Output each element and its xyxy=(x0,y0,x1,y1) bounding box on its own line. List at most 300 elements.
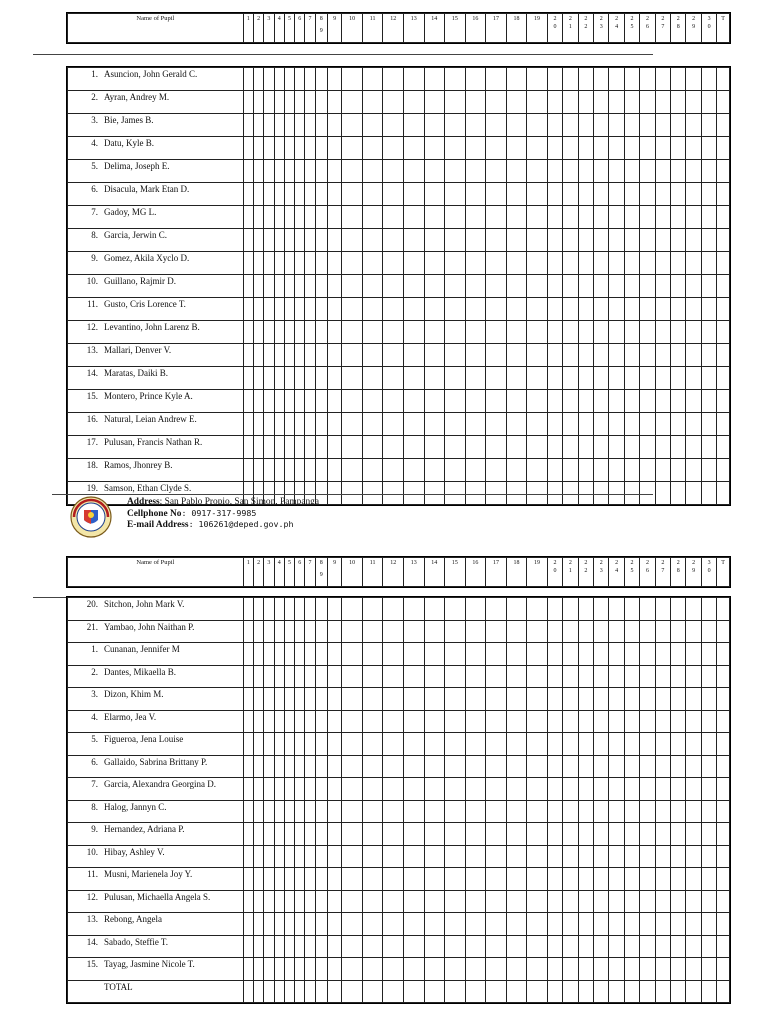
attendance-cell[interactable] xyxy=(547,778,562,801)
attendance-cell[interactable] xyxy=(563,252,578,275)
attendance-cell[interactable] xyxy=(527,275,548,298)
attendance-cell[interactable] xyxy=(362,733,383,756)
attendance-cell[interactable] xyxy=(717,620,730,643)
attendance-cell[interactable] xyxy=(465,206,486,229)
attendance-cell[interactable] xyxy=(640,935,655,958)
attendance-cell[interactable] xyxy=(465,958,486,981)
attendance-cell[interactable] xyxy=(254,733,264,756)
attendance-cell[interactable] xyxy=(717,665,730,688)
attendance-cell[interactable] xyxy=(424,980,445,1003)
attendance-cell[interactable] xyxy=(527,436,548,459)
attendance-cell[interactable] xyxy=(243,778,253,801)
attendance-cell[interactable] xyxy=(686,114,701,137)
attendance-cell[interactable] xyxy=(609,823,624,846)
attendance-cell[interactable] xyxy=(486,436,507,459)
attendance-cell[interactable] xyxy=(274,390,284,413)
attendance-cell[interactable] xyxy=(274,643,284,666)
attendance-cell[interactable] xyxy=(527,823,548,846)
attendance-cell[interactable] xyxy=(383,459,404,482)
attendance-cell[interactable] xyxy=(578,436,593,459)
attendance-cell[interactable] xyxy=(424,598,445,621)
attendance-cell[interactable] xyxy=(465,114,486,137)
attendance-cell[interactable] xyxy=(686,755,701,778)
attendance-cell[interactable] xyxy=(527,137,548,160)
attendance-cell[interactable] xyxy=(486,275,507,298)
attendance-cell[interactable] xyxy=(717,91,730,114)
attendance-cell[interactable] xyxy=(284,665,294,688)
attendance-cell[interactable] xyxy=(445,688,466,711)
attendance-cell[interactable] xyxy=(655,913,670,936)
attendance-cell[interactable] xyxy=(527,459,548,482)
attendance-cell[interactable] xyxy=(686,68,701,91)
attendance-cell[interactable] xyxy=(295,778,305,801)
attendance-cell[interactable] xyxy=(243,620,253,643)
attendance-cell[interactable] xyxy=(624,114,639,137)
attendance-cell[interactable] xyxy=(717,823,730,846)
attendance-cell[interactable] xyxy=(594,344,609,367)
attendance-cell[interactable] xyxy=(506,298,527,321)
attendance-cell[interactable] xyxy=(264,137,274,160)
attendance-cell[interactable] xyxy=(527,114,548,137)
attendance-cell[interactable] xyxy=(717,778,730,801)
attendance-cell[interactable] xyxy=(383,252,404,275)
attendance-cell[interactable] xyxy=(609,733,624,756)
attendance-cell[interactable] xyxy=(327,868,341,891)
attendance-cell[interactable] xyxy=(243,958,253,981)
attendance-cell[interactable] xyxy=(486,137,507,160)
attendance-cell[interactable] xyxy=(403,958,424,981)
attendance-cell[interactable] xyxy=(578,367,593,390)
attendance-cell[interactable] xyxy=(609,845,624,868)
attendance-cell[interactable] xyxy=(403,935,424,958)
attendance-cell[interactable] xyxy=(274,598,284,621)
attendance-cell[interactable] xyxy=(506,733,527,756)
attendance-cell[interactable] xyxy=(445,620,466,643)
attendance-cell[interactable] xyxy=(547,643,562,666)
attendance-cell[interactable] xyxy=(243,688,253,711)
attendance-cell[interactable] xyxy=(254,665,264,688)
attendance-cell[interactable] xyxy=(609,980,624,1003)
attendance-cell[interactable] xyxy=(327,643,341,666)
attendance-cell[interactable] xyxy=(686,620,701,643)
attendance-cell[interactable] xyxy=(403,321,424,344)
attendance-cell[interactable] xyxy=(506,344,527,367)
attendance-cell[interactable] xyxy=(305,980,315,1003)
attendance-cell[interactable] xyxy=(547,459,562,482)
attendance-cell[interactable] xyxy=(403,206,424,229)
attendance-cell[interactable] xyxy=(254,598,264,621)
attendance-cell[interactable] xyxy=(717,845,730,868)
attendance-cell[interactable] xyxy=(547,68,562,91)
attendance-cell[interactable] xyxy=(305,823,315,846)
attendance-cell[interactable] xyxy=(264,68,274,91)
attendance-cell[interactable] xyxy=(671,390,686,413)
attendance-cell[interactable] xyxy=(243,935,253,958)
attendance-cell[interactable] xyxy=(640,710,655,733)
attendance-cell[interactable] xyxy=(486,823,507,846)
attendance-cell[interactable] xyxy=(327,800,341,823)
attendance-cell[interactable] xyxy=(686,958,701,981)
attendance-cell[interactable] xyxy=(594,252,609,275)
attendance-cell[interactable] xyxy=(671,160,686,183)
attendance-cell[interactable] xyxy=(264,598,274,621)
attendance-cell[interactable] xyxy=(465,413,486,436)
attendance-cell[interactable] xyxy=(295,980,305,1003)
attendance-cell[interactable] xyxy=(527,482,548,505)
attendance-cell[interactable] xyxy=(383,482,404,505)
attendance-cell[interactable] xyxy=(284,598,294,621)
attendance-cell[interactable] xyxy=(264,390,274,413)
attendance-cell[interactable] xyxy=(403,890,424,913)
attendance-cell[interactable] xyxy=(403,733,424,756)
attendance-cell[interactable] xyxy=(403,778,424,801)
attendance-cell[interactable] xyxy=(686,344,701,367)
attendance-cell[interactable] xyxy=(640,206,655,229)
attendance-cell[interactable] xyxy=(424,958,445,981)
attendance-cell[interactable] xyxy=(254,229,264,252)
attendance-cell[interactable] xyxy=(624,68,639,91)
attendance-cell[interactable] xyxy=(284,643,294,666)
attendance-cell[interactable] xyxy=(342,665,363,688)
attendance-cell[interactable] xyxy=(547,935,562,958)
attendance-cell[interactable] xyxy=(686,800,701,823)
attendance-cell[interactable] xyxy=(295,913,305,936)
attendance-cell[interactable] xyxy=(445,665,466,688)
attendance-cell[interactable] xyxy=(563,206,578,229)
attendance-cell[interactable] xyxy=(254,845,264,868)
attendance-cell[interactable] xyxy=(274,733,284,756)
attendance-cell[interactable] xyxy=(655,114,670,137)
attendance-cell[interactable] xyxy=(717,958,730,981)
attendance-cell[interactable] xyxy=(284,68,294,91)
attendance-cell[interactable] xyxy=(563,114,578,137)
attendance-cell[interactable] xyxy=(362,755,383,778)
attendance-cell[interactable] xyxy=(445,845,466,868)
attendance-cell[interactable] xyxy=(305,137,315,160)
attendance-cell[interactable] xyxy=(445,935,466,958)
attendance-cell[interactable] xyxy=(701,183,716,206)
attendance-cell[interactable] xyxy=(655,845,670,868)
attendance-cell[interactable] xyxy=(264,114,274,137)
attendance-cell[interactable] xyxy=(563,183,578,206)
attendance-cell[interactable] xyxy=(403,459,424,482)
attendance-cell[interactable] xyxy=(609,688,624,711)
attendance-cell[interactable] xyxy=(547,868,562,891)
attendance-cell[interactable] xyxy=(362,367,383,390)
attendance-cell[interactable] xyxy=(305,598,315,621)
attendance-cell[interactable] xyxy=(284,344,294,367)
attendance-cell[interactable] xyxy=(295,733,305,756)
attendance-cell[interactable] xyxy=(403,643,424,666)
attendance-cell[interactable] xyxy=(274,298,284,321)
attendance-cell[interactable] xyxy=(486,114,507,137)
attendance-cell[interactable] xyxy=(655,229,670,252)
attendance-cell[interactable] xyxy=(594,935,609,958)
attendance-cell[interactable] xyxy=(486,91,507,114)
attendance-cell[interactable] xyxy=(594,598,609,621)
attendance-cell[interactable] xyxy=(486,958,507,981)
attendance-cell[interactable] xyxy=(342,91,363,114)
attendance-cell[interactable] xyxy=(594,845,609,868)
attendance-cell[interactable] xyxy=(327,367,341,390)
attendance-cell[interactable] xyxy=(315,68,327,91)
attendance-cell[interactable] xyxy=(506,275,527,298)
attendance-cell[interactable] xyxy=(506,91,527,114)
attendance-cell[interactable] xyxy=(383,91,404,114)
attendance-cell[interactable] xyxy=(305,160,315,183)
attendance-cell[interactable] xyxy=(362,688,383,711)
attendance-cell[interactable] xyxy=(295,252,305,275)
attendance-cell[interactable] xyxy=(527,390,548,413)
attendance-cell[interactable] xyxy=(264,980,274,1003)
attendance-cell[interactable] xyxy=(362,823,383,846)
attendance-cell[interactable] xyxy=(506,913,527,936)
attendance-cell[interactable] xyxy=(686,935,701,958)
attendance-cell[interactable] xyxy=(254,275,264,298)
attendance-cell[interactable] xyxy=(295,890,305,913)
attendance-cell[interactable] xyxy=(578,755,593,778)
attendance-cell[interactable] xyxy=(655,436,670,459)
attendance-cell[interactable] xyxy=(274,688,284,711)
attendance-cell[interactable] xyxy=(284,710,294,733)
attendance-cell[interactable] xyxy=(486,868,507,891)
attendance-cell[interactable] xyxy=(547,298,562,321)
attendance-cell[interactable] xyxy=(403,344,424,367)
attendance-cell[interactable] xyxy=(254,68,264,91)
attendance-cell[interactable] xyxy=(527,800,548,823)
attendance-cell[interactable] xyxy=(609,344,624,367)
attendance-cell[interactable] xyxy=(701,459,716,482)
attendance-cell[interactable] xyxy=(362,183,383,206)
attendance-cell[interactable] xyxy=(342,137,363,160)
attendance-cell[interactable] xyxy=(640,459,655,482)
attendance-cell[interactable] xyxy=(424,778,445,801)
attendance-cell[interactable] xyxy=(315,229,327,252)
attendance-cell[interactable] xyxy=(284,688,294,711)
attendance-cell[interactable] xyxy=(295,91,305,114)
attendance-cell[interactable] xyxy=(486,733,507,756)
attendance-cell[interactable] xyxy=(445,413,466,436)
attendance-cell[interactable] xyxy=(686,436,701,459)
attendance-cell[interactable] xyxy=(465,778,486,801)
attendance-cell[interactable] xyxy=(362,321,383,344)
attendance-cell[interactable] xyxy=(465,344,486,367)
attendance-cell[interactable] xyxy=(547,755,562,778)
attendance-cell[interactable] xyxy=(578,620,593,643)
attendance-cell[interactable] xyxy=(594,688,609,711)
attendance-cell[interactable] xyxy=(578,390,593,413)
attendance-cell[interactable] xyxy=(624,344,639,367)
attendance-cell[interactable] xyxy=(686,598,701,621)
attendance-cell[interactable] xyxy=(640,344,655,367)
attendance-cell[interactable] xyxy=(342,755,363,778)
attendance-cell[interactable] xyxy=(686,367,701,390)
attendance-cell[interactable] xyxy=(506,958,527,981)
attendance-cell[interactable] xyxy=(640,643,655,666)
attendance-cell[interactable] xyxy=(362,252,383,275)
attendance-cell[interactable] xyxy=(327,252,341,275)
attendance-cell[interactable] xyxy=(609,868,624,891)
attendance-cell[interactable] xyxy=(362,390,383,413)
attendance-cell[interactable] xyxy=(527,845,548,868)
attendance-cell[interactable] xyxy=(342,913,363,936)
attendance-cell[interactable] xyxy=(701,710,716,733)
attendance-cell[interactable] xyxy=(424,868,445,891)
attendance-cell[interactable] xyxy=(274,344,284,367)
attendance-cell[interactable] xyxy=(243,665,253,688)
attendance-cell[interactable] xyxy=(506,800,527,823)
attendance-cell[interactable] xyxy=(424,252,445,275)
attendance-cell[interactable] xyxy=(254,413,264,436)
attendance-cell[interactable] xyxy=(284,620,294,643)
attendance-cell[interactable] xyxy=(701,344,716,367)
attendance-cell[interactable] xyxy=(486,643,507,666)
attendance-cell[interactable] xyxy=(547,733,562,756)
attendance-cell[interactable] xyxy=(578,890,593,913)
attendance-cell[interactable] xyxy=(274,229,284,252)
attendance-cell[interactable] xyxy=(445,980,466,1003)
attendance-cell[interactable] xyxy=(640,252,655,275)
attendance-cell[interactable] xyxy=(686,183,701,206)
attendance-cell[interactable] xyxy=(465,482,486,505)
attendance-cell[interactable] xyxy=(578,252,593,275)
attendance-cell[interactable] xyxy=(701,913,716,936)
attendance-cell[interactable] xyxy=(465,321,486,344)
attendance-cell[interactable] xyxy=(342,733,363,756)
attendance-cell[interactable] xyxy=(295,206,305,229)
attendance-cell[interactable] xyxy=(315,91,327,114)
attendance-cell[interactable] xyxy=(243,710,253,733)
attendance-cell[interactable] xyxy=(274,778,284,801)
attendance-cell[interactable] xyxy=(383,643,404,666)
attendance-cell[interactable] xyxy=(264,665,274,688)
attendance-cell[interactable] xyxy=(445,643,466,666)
attendance-cell[interactable] xyxy=(284,890,294,913)
attendance-cell[interactable] xyxy=(264,733,274,756)
attendance-cell[interactable] xyxy=(527,413,548,436)
attendance-cell[interactable] xyxy=(640,160,655,183)
attendance-cell[interactable] xyxy=(609,459,624,482)
attendance-cell[interactable] xyxy=(284,733,294,756)
attendance-cell[interactable] xyxy=(547,321,562,344)
attendance-cell[interactable] xyxy=(295,321,305,344)
attendance-cell[interactable] xyxy=(527,598,548,621)
attendance-cell[interactable] xyxy=(686,137,701,160)
attendance-cell[interactable] xyxy=(624,183,639,206)
attendance-cell[interactable] xyxy=(342,367,363,390)
attendance-cell[interactable] xyxy=(506,665,527,688)
attendance-cell[interactable] xyxy=(578,800,593,823)
attendance-cell[interactable] xyxy=(563,91,578,114)
attendance-cell[interactable] xyxy=(717,137,730,160)
attendance-cell[interactable] xyxy=(640,482,655,505)
attendance-cell[interactable] xyxy=(701,114,716,137)
attendance-cell[interactable] xyxy=(315,778,327,801)
attendance-cell[interactable] xyxy=(342,800,363,823)
attendance-cell[interactable] xyxy=(305,665,315,688)
attendance-cell[interactable] xyxy=(624,229,639,252)
attendance-cell[interactable] xyxy=(445,800,466,823)
attendance-cell[interactable] xyxy=(624,665,639,688)
attendance-cell[interactable] xyxy=(594,114,609,137)
attendance-cell[interactable] xyxy=(547,913,562,936)
attendance-cell[interactable] xyxy=(701,137,716,160)
attendance-cell[interactable] xyxy=(284,229,294,252)
attendance-cell[interactable] xyxy=(527,91,548,114)
attendance-cell[interactable] xyxy=(609,183,624,206)
attendance-cell[interactable] xyxy=(327,321,341,344)
attendance-cell[interactable] xyxy=(671,321,686,344)
attendance-cell[interactable] xyxy=(274,160,284,183)
attendance-cell[interactable] xyxy=(424,620,445,643)
attendance-cell[interactable] xyxy=(506,890,527,913)
attendance-cell[interactable] xyxy=(383,321,404,344)
attendance-cell[interactable] xyxy=(547,665,562,688)
attendance-cell[interactable] xyxy=(671,890,686,913)
attendance-cell[interactable] xyxy=(403,413,424,436)
attendance-cell[interactable] xyxy=(563,229,578,252)
attendance-cell[interactable] xyxy=(274,367,284,390)
attendance-cell[interactable] xyxy=(274,980,284,1003)
attendance-cell[interactable] xyxy=(547,160,562,183)
attendance-cell[interactable] xyxy=(563,845,578,868)
attendance-cell[interactable] xyxy=(578,958,593,981)
attendance-cell[interactable] xyxy=(362,890,383,913)
attendance-cell[interactable] xyxy=(362,160,383,183)
attendance-cell[interactable] xyxy=(362,913,383,936)
attendance-cell[interactable] xyxy=(527,958,548,981)
attendance-cell[interactable] xyxy=(327,413,341,436)
attendance-cell[interactable] xyxy=(362,413,383,436)
attendance-cell[interactable] xyxy=(342,229,363,252)
attendance-cell[interactable] xyxy=(717,275,730,298)
attendance-cell[interactable] xyxy=(547,482,562,505)
attendance-cell[interactable] xyxy=(342,710,363,733)
attendance-cell[interactable] xyxy=(383,436,404,459)
attendance-cell[interactable] xyxy=(547,91,562,114)
attendance-cell[interactable] xyxy=(594,710,609,733)
attendance-cell[interactable] xyxy=(254,390,264,413)
attendance-cell[interactable] xyxy=(327,344,341,367)
attendance-cell[interactable] xyxy=(383,160,404,183)
attendance-cell[interactable] xyxy=(547,367,562,390)
attendance-cell[interactable] xyxy=(284,958,294,981)
attendance-cell[interactable] xyxy=(624,710,639,733)
attendance-cell[interactable] xyxy=(284,367,294,390)
attendance-cell[interactable] xyxy=(424,823,445,846)
attendance-cell[interactable] xyxy=(506,868,527,891)
attendance-cell[interactable] xyxy=(465,800,486,823)
attendance-cell[interactable] xyxy=(327,390,341,413)
attendance-cell[interactable] xyxy=(254,298,264,321)
attendance-cell[interactable] xyxy=(403,160,424,183)
attendance-cell[interactable] xyxy=(295,459,305,482)
attendance-cell[interactable] xyxy=(254,935,264,958)
attendance-cell[interactable] xyxy=(486,344,507,367)
attendance-cell[interactable] xyxy=(506,778,527,801)
attendance-cell[interactable] xyxy=(305,229,315,252)
attendance-cell[interactable] xyxy=(327,980,341,1003)
attendance-cell[interactable] xyxy=(327,710,341,733)
attendance-cell[interactable] xyxy=(624,688,639,711)
attendance-cell[interactable] xyxy=(305,183,315,206)
attendance-cell[interactable] xyxy=(717,183,730,206)
attendance-cell[interactable] xyxy=(383,800,404,823)
attendance-cell[interactable] xyxy=(717,436,730,459)
attendance-cell[interactable] xyxy=(578,823,593,846)
attendance-cell[interactable] xyxy=(701,935,716,958)
attendance-cell[interactable] xyxy=(578,229,593,252)
